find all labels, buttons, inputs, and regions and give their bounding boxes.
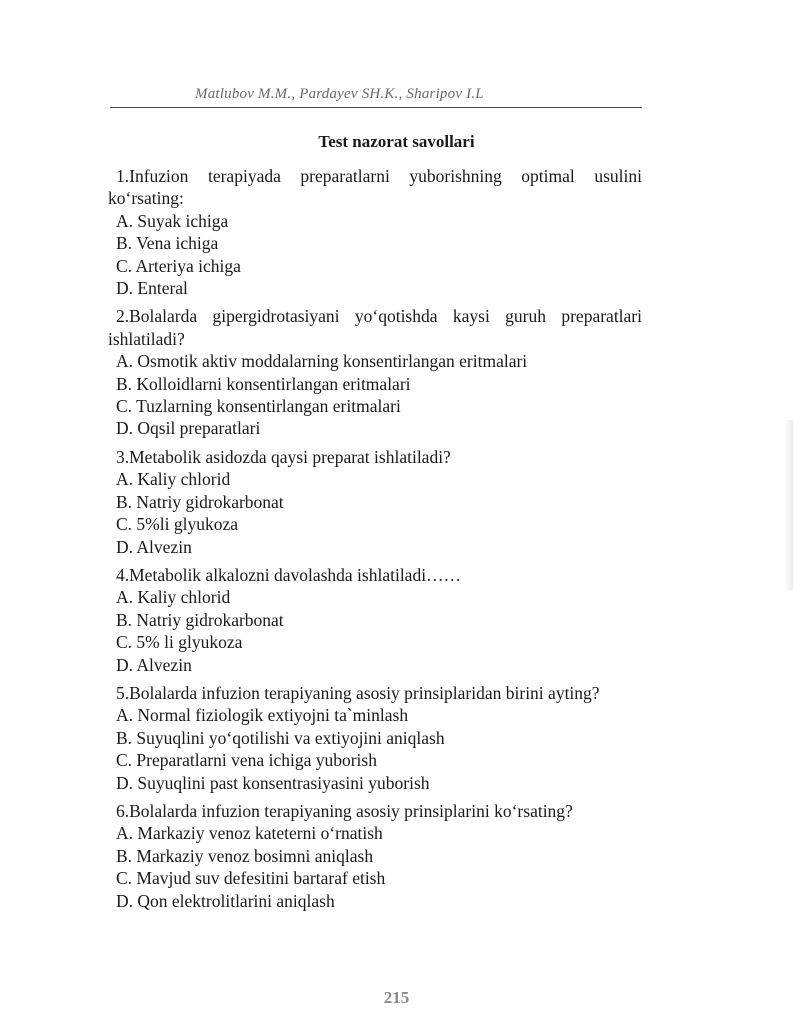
option-a: A. Kaliy chlorid bbox=[116, 587, 231, 608]
options-list bbox=[116, 822, 642, 912]
option-a: A. Kaliy chlorid bbox=[116, 469, 231, 490]
option-b: B. Vena ichiga bbox=[116, 233, 219, 254]
option-c: C. Tuzlarning konsentirlangan eritmalari bbox=[116, 396, 401, 417]
question-4 bbox=[116, 564, 642, 676]
header-rule bbox=[110, 107, 642, 108]
option-a: A. Suyak ichiga bbox=[116, 210, 229, 231]
question-text: 3.Metabolik asidozda qaysi preparat ishlatiladi? bbox=[116, 446, 451, 467]
options-list bbox=[116, 468, 642, 558]
options-list bbox=[116, 350, 642, 440]
options-list bbox=[116, 586, 642, 676]
question-text: 1.Infuzion terapiyada preparatlarni yuborishning optimal usulini ko‘rsating: bbox=[108, 166, 642, 209]
option-d: D. Alvezin bbox=[116, 536, 192, 557]
option-a: A. Osmotik aktiv moddalarning konsentirlangan eritmalari bbox=[116, 351, 528, 372]
option-b: B. Markaziy venoz bosimni aniqlash bbox=[116, 845, 374, 866]
option-d: D. Suyuqlini past konsentrasiyasini yuborish bbox=[116, 772, 430, 793]
question-text: 5.Bolalarda infuzion terapiyaning asosiy prinsiplaridan birini ayting? bbox=[116, 682, 600, 703]
question-text: 6.Bolalarda infuzion terapiyaning asosiy prinsiplarini ko‘rsating? bbox=[116, 800, 573, 821]
question-1 bbox=[108, 165, 642, 299]
option-c: C. Arteriya ichiga bbox=[116, 255, 241, 276]
option-a: A. Normal fiziologik extiyojni ta`minlash bbox=[116, 705, 409, 726]
option-a: A. Markaziy venoz kateterni o‘rnatish bbox=[116, 823, 383, 844]
questions-list bbox=[108, 165, 642, 918]
option-d: D. Enteral bbox=[116, 278, 188, 299]
question-text: 4.Metabolik alkalozni davolashda ishlatiladi…… bbox=[116, 564, 462, 585]
page-edge-shadow bbox=[785, 420, 793, 590]
question-text: 2.Bolalarda gipergidrotasiyani yo‘qotishda kaysi guruh preparatlari ishlatiladi? bbox=[108, 306, 642, 349]
option-c: C. Mavjud suv defesitini bartaraf etish bbox=[116, 868, 386, 889]
option-d: D. Alvezin bbox=[116, 654, 192, 675]
option-b: B. Natriy gidrokarbonat bbox=[116, 609, 284, 630]
option-c: C. 5% li glyukoza bbox=[116, 632, 243, 653]
option-c: C. Preparatlarni vena ichiga yuborish bbox=[116, 750, 377, 771]
option-b: B. Suyuqlini yo‘qotilishi va extiyojini aniqlash bbox=[116, 727, 445, 748]
option-c: C. 5%li glyukoza bbox=[116, 514, 238, 535]
page-number: 215 bbox=[383, 988, 410, 1007]
running-head: Matlubov M.M., Pardayev SH.K., Sharipov I.L bbox=[195, 86, 484, 102]
question-5 bbox=[116, 682, 642, 794]
option-b: B. Natriy gidrokarbonat bbox=[116, 491, 284, 512]
section-title: Test nazorat savollari bbox=[318, 132, 475, 151]
question-3 bbox=[116, 446, 642, 558]
options-list bbox=[116, 210, 642, 300]
question-6 bbox=[116, 800, 642, 912]
options-list bbox=[116, 704, 642, 794]
option-b: B. Kolloidlarni konsentirlangan eritmalari bbox=[116, 373, 411, 394]
question-2 bbox=[108, 305, 642, 439]
option-d: D. Oqsil preparatlari bbox=[116, 418, 261, 439]
option-d: D. Qon elektrolitlarini aniqlash bbox=[116, 890, 335, 911]
